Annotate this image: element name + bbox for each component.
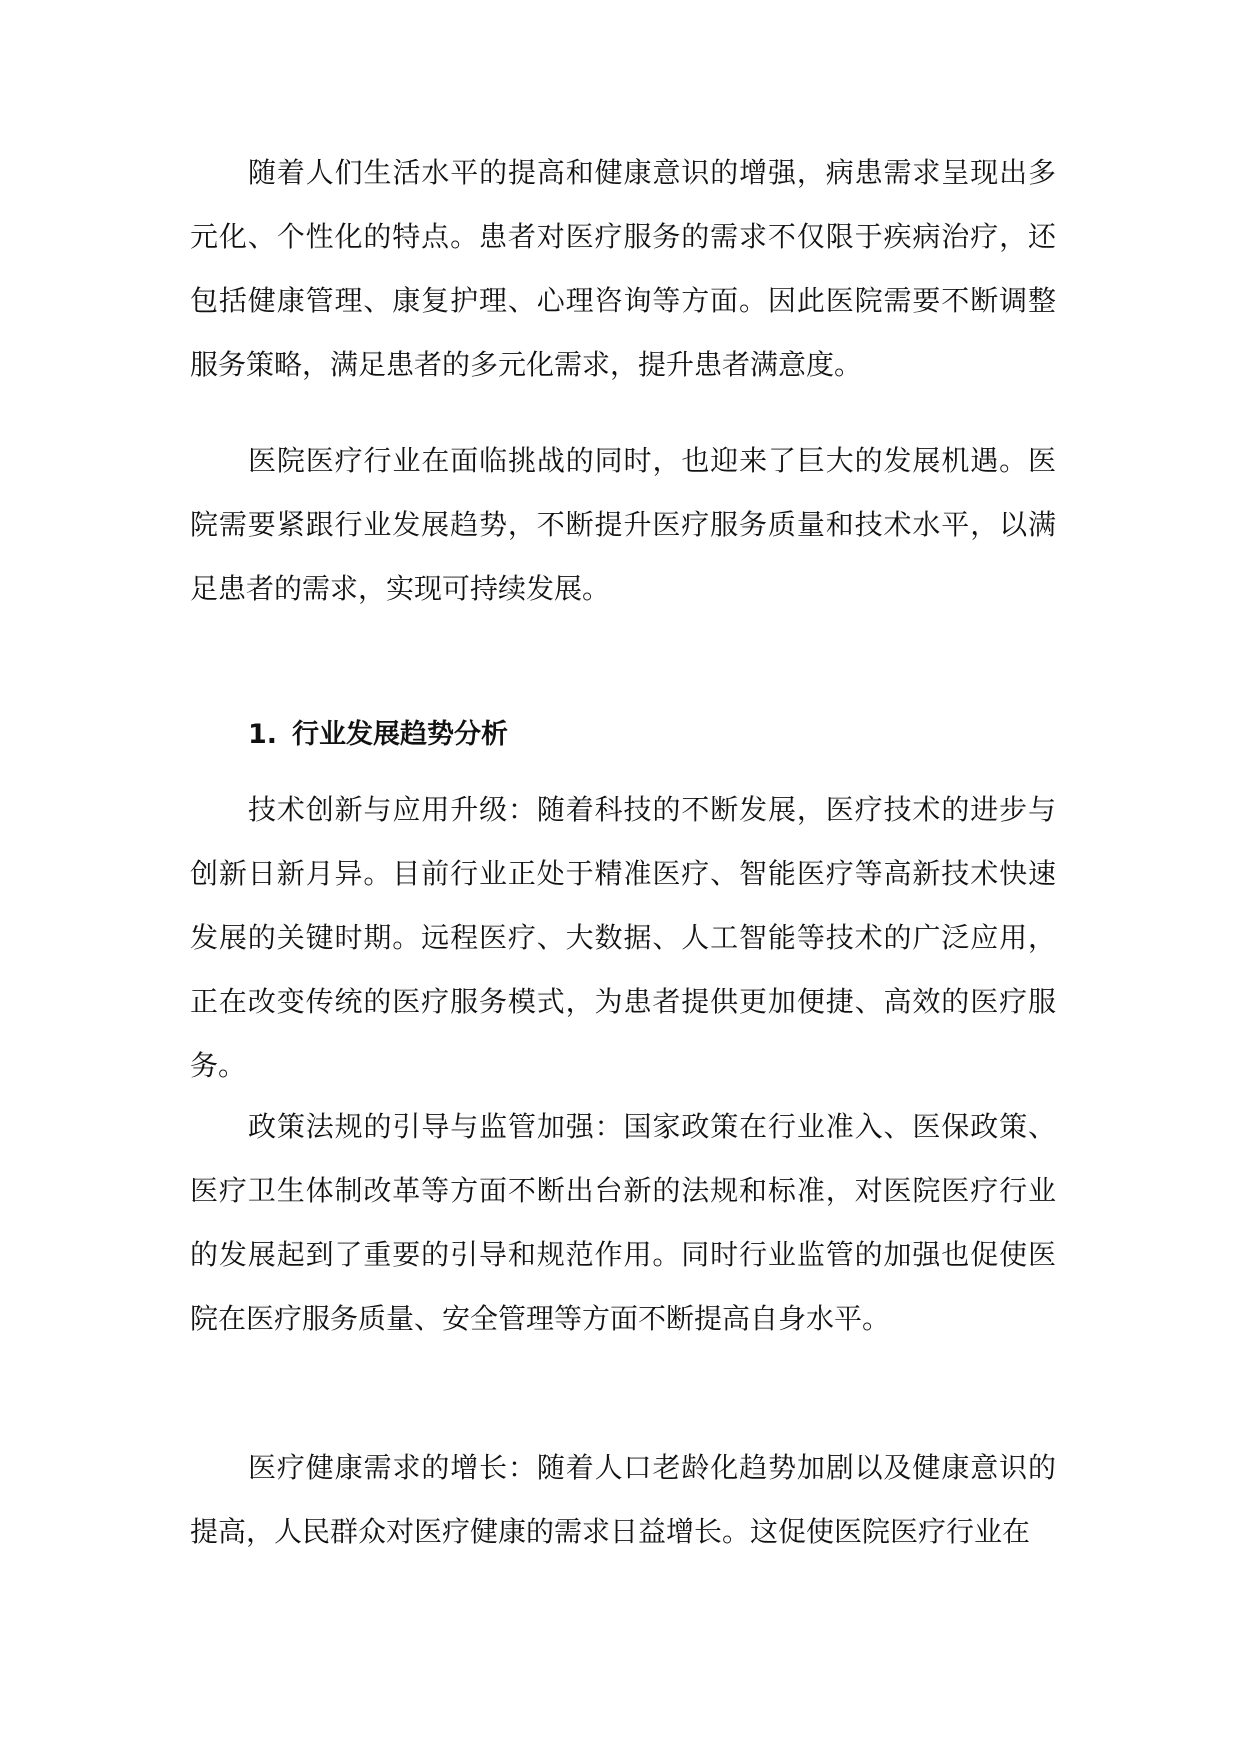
paragraph-opportunity: 医院医疗行业在面临挑战的同时，也迎来了巨大的发展机遇。医院需要紧跟行业发展趋势，不断提升医疗服务质量和技术水平，以满足患者的需求，实现可持续发展。: [190, 444, 1056, 605]
paragraph-patient-demand: 随着人们生活水平的提高和健康意识的增强，病患需求呈现出多元化、个性化的特点。患者对医疗服务的需求不仅限于疾病治疗，还包括健康管理、康复护理、心理咨询等方面。因此医院需要不断调整服务策略，满足患者的多元化需求，提升患者满意度。: [190, 156, 1056, 381]
section-title: 行业发展趋势分析: [292, 719, 508, 750]
section-heading: [248, 703, 508, 767]
paragraph-policy-regulation: 政策法规的引导与监管加强：国家政策在行业准入、医保政策、医疗卫生体制改革等方面不断出台新的法规和标准，对医院医疗行业的发展起到了重要的引导和规范作用。同时行业监管的加强也促使医院在医疗服务质量、安全管理等方面不断提高自身水平。: [190, 1110, 1056, 1335]
section-number: 1.: [248, 719, 278, 750]
paragraph-health-demand: 医疗健康需求的增长：随着人口老龄化趋势加剧以及健康意识的提高，人民群众对医疗健康的需求日益增长。这促使医院医疗行业在: [190, 1451, 1056, 1548]
paragraph-tech-innovation: 技术创新与应用升级：随着科技的不断发展，医疗技术的进步与创新日新月异。目前行业正处于精准医疗、智能医疗等高新技术快速发展的关键时期。远程医疗、大数据、人工智能等技术的广泛应用，正在改变传统的医疗服务模式，为患者提供更加便捷、高效的医疗服务。: [190, 793, 1056, 1082]
